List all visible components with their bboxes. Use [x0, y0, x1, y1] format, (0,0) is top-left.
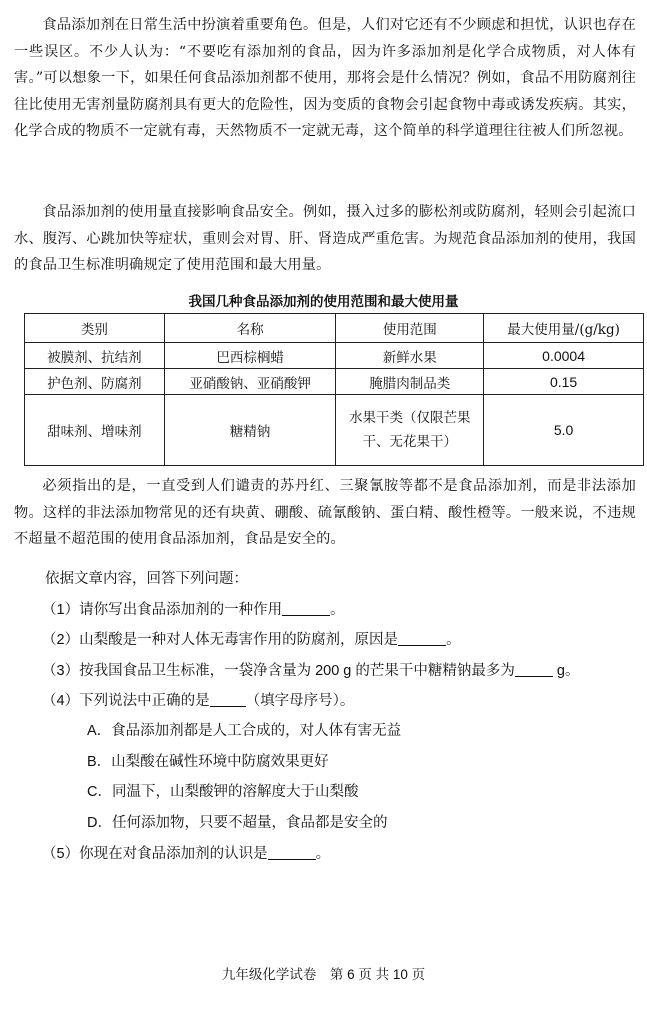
option-c: C．同温下，山梨酸钾的溶解度大于山梨酸	[87, 784, 359, 800]
table-caption: 我国几种食品添加剂的使用范围和最大使用量	[188, 294, 459, 310]
question-2	[42, 628, 461, 649]
question-1-text: （1）请你写出食品添加剂的一种作用	[42, 602, 283, 618]
page-footer: 九年级化学试卷 第 6 页 共 10 页	[221, 967, 426, 982]
question-3-unit: g。	[552, 663, 580, 679]
cell-name: 糖精钠	[164, 395, 336, 466]
cell-scope: 水果干类（仅限芒果干、无花果干）	[336, 395, 484, 466]
cell-name: 亚硝酸钠、亚硝酸钾	[164, 369, 336, 395]
question-2-period: 。	[446, 632, 461, 648]
table-row	[25, 343, 644, 369]
answer-blank[interactable]	[282, 601, 330, 616]
header-scope: 使用范围	[336, 314, 484, 343]
answer-blank[interactable]	[515, 662, 553, 677]
question-5-text: （5）你现在对食品添加剂的认识是	[42, 846, 268, 862]
questions-intro: 依据文章内容，回答下列问题：	[45, 571, 248, 587]
answer-blank[interactable]	[210, 692, 246, 707]
table-header-row	[25, 314, 644, 343]
article-paragraph-1: 食品添加剂在日常生活中扮演着重要角色。但是，人们对它还有不少顾虑和担忧，认识也存在一些误区。不少人认为：“不要吃有添加剂的食品，因为许多添加剂是化学合成物质，对人体有害。”可以想象一下，如果任何食品添加剂都不使用，那将会是什么情况？例如，食品不用防腐剂往往比使用无害剂量防腐剂具有更大的危险性，因为变质的食物会引起食物中毒或诱发疾病。其实，化学合成的物质不一定就有毒，天然物质不一定就无毒，这个简单的科学道理往往被人们所忽视。	[14, 17, 636, 139]
article-paragraph-3: 必须指出的是，一直受到人们谴责的苏丹红、三聚氰胺等都不是食品添加剂，而是非法添加物。这样的非法添加物常见的还有块黄、硼酸、硫氰酸钠、蛋白精、酸性橙等。一般来说，不违规不超量不超范围的使用食品添加剂，食品是安全的。	[14, 478, 636, 547]
cell-scope: 腌腊肉制品类	[336, 369, 484, 395]
question-1-period: 。	[330, 602, 345, 618]
header-max-dosage: 最大使用量/(g/kg)	[484, 314, 644, 343]
question-5	[42, 842, 330, 863]
question-3-text: （3）按我国食品卫生标准，一袋净含量为 200 g 的芒果干中糖精钠最多为	[42, 663, 515, 679]
question-3	[42, 659, 580, 680]
header-name: 名称	[164, 314, 336, 343]
header-category: 类别	[25, 314, 165, 343]
question-2-text: （2）山梨酸是一种对人体无毒害作用的防腐剂，原因是	[42, 632, 399, 648]
cell-name: 巴西棕榈蜡	[164, 343, 336, 369]
answer-blank[interactable]	[398, 631, 446, 646]
cell-category: 被膜剂、抗结剂	[25, 343, 165, 369]
question-5-period: 。	[315, 846, 331, 862]
answer-blank[interactable]	[268, 845, 316, 860]
question-4-text: （4）下列说法中正确的是	[42, 693, 210, 709]
cell-max-dosage: 5.0	[484, 395, 644, 466]
article-paragraph-2: 食品添加剂的使用量直接影响食品安全。例如，摄入过多的膨松剂或防腐剂，轻则会引起流口水、腹泻、心跳加快等症状，重则会对胃、肝、肾造成严重危害。为规范食品添加剂的使用，我国的食品卫生标准明确规定了使用范围和最大用量。	[14, 204, 636, 273]
option-d: D．任何添加物，只要不超量，食品都是安全的	[87, 815, 388, 831]
table-row	[25, 395, 644, 466]
question-4-suffix: （填字母序号）。	[245, 693, 355, 709]
cell-category: 护色剂、防腐剂	[25, 369, 165, 395]
cell-scope: 新鲜水果	[336, 343, 484, 369]
table-row	[25, 369, 644, 395]
cell-max-dosage: 0.0004	[484, 343, 644, 369]
question-1	[42, 598, 345, 619]
additives-table	[24, 313, 644, 466]
option-a: A．食品添加剂都是人工合成的，对人体有害无益	[87, 723, 402, 739]
cell-max-dosage: 0.15	[484, 369, 644, 395]
option-b: B．山梨酸在碱性环境中防腐效果更好	[87, 754, 329, 770]
cell-category: 甜味剂、增味剂	[25, 395, 165, 466]
question-4	[42, 689, 354, 710]
